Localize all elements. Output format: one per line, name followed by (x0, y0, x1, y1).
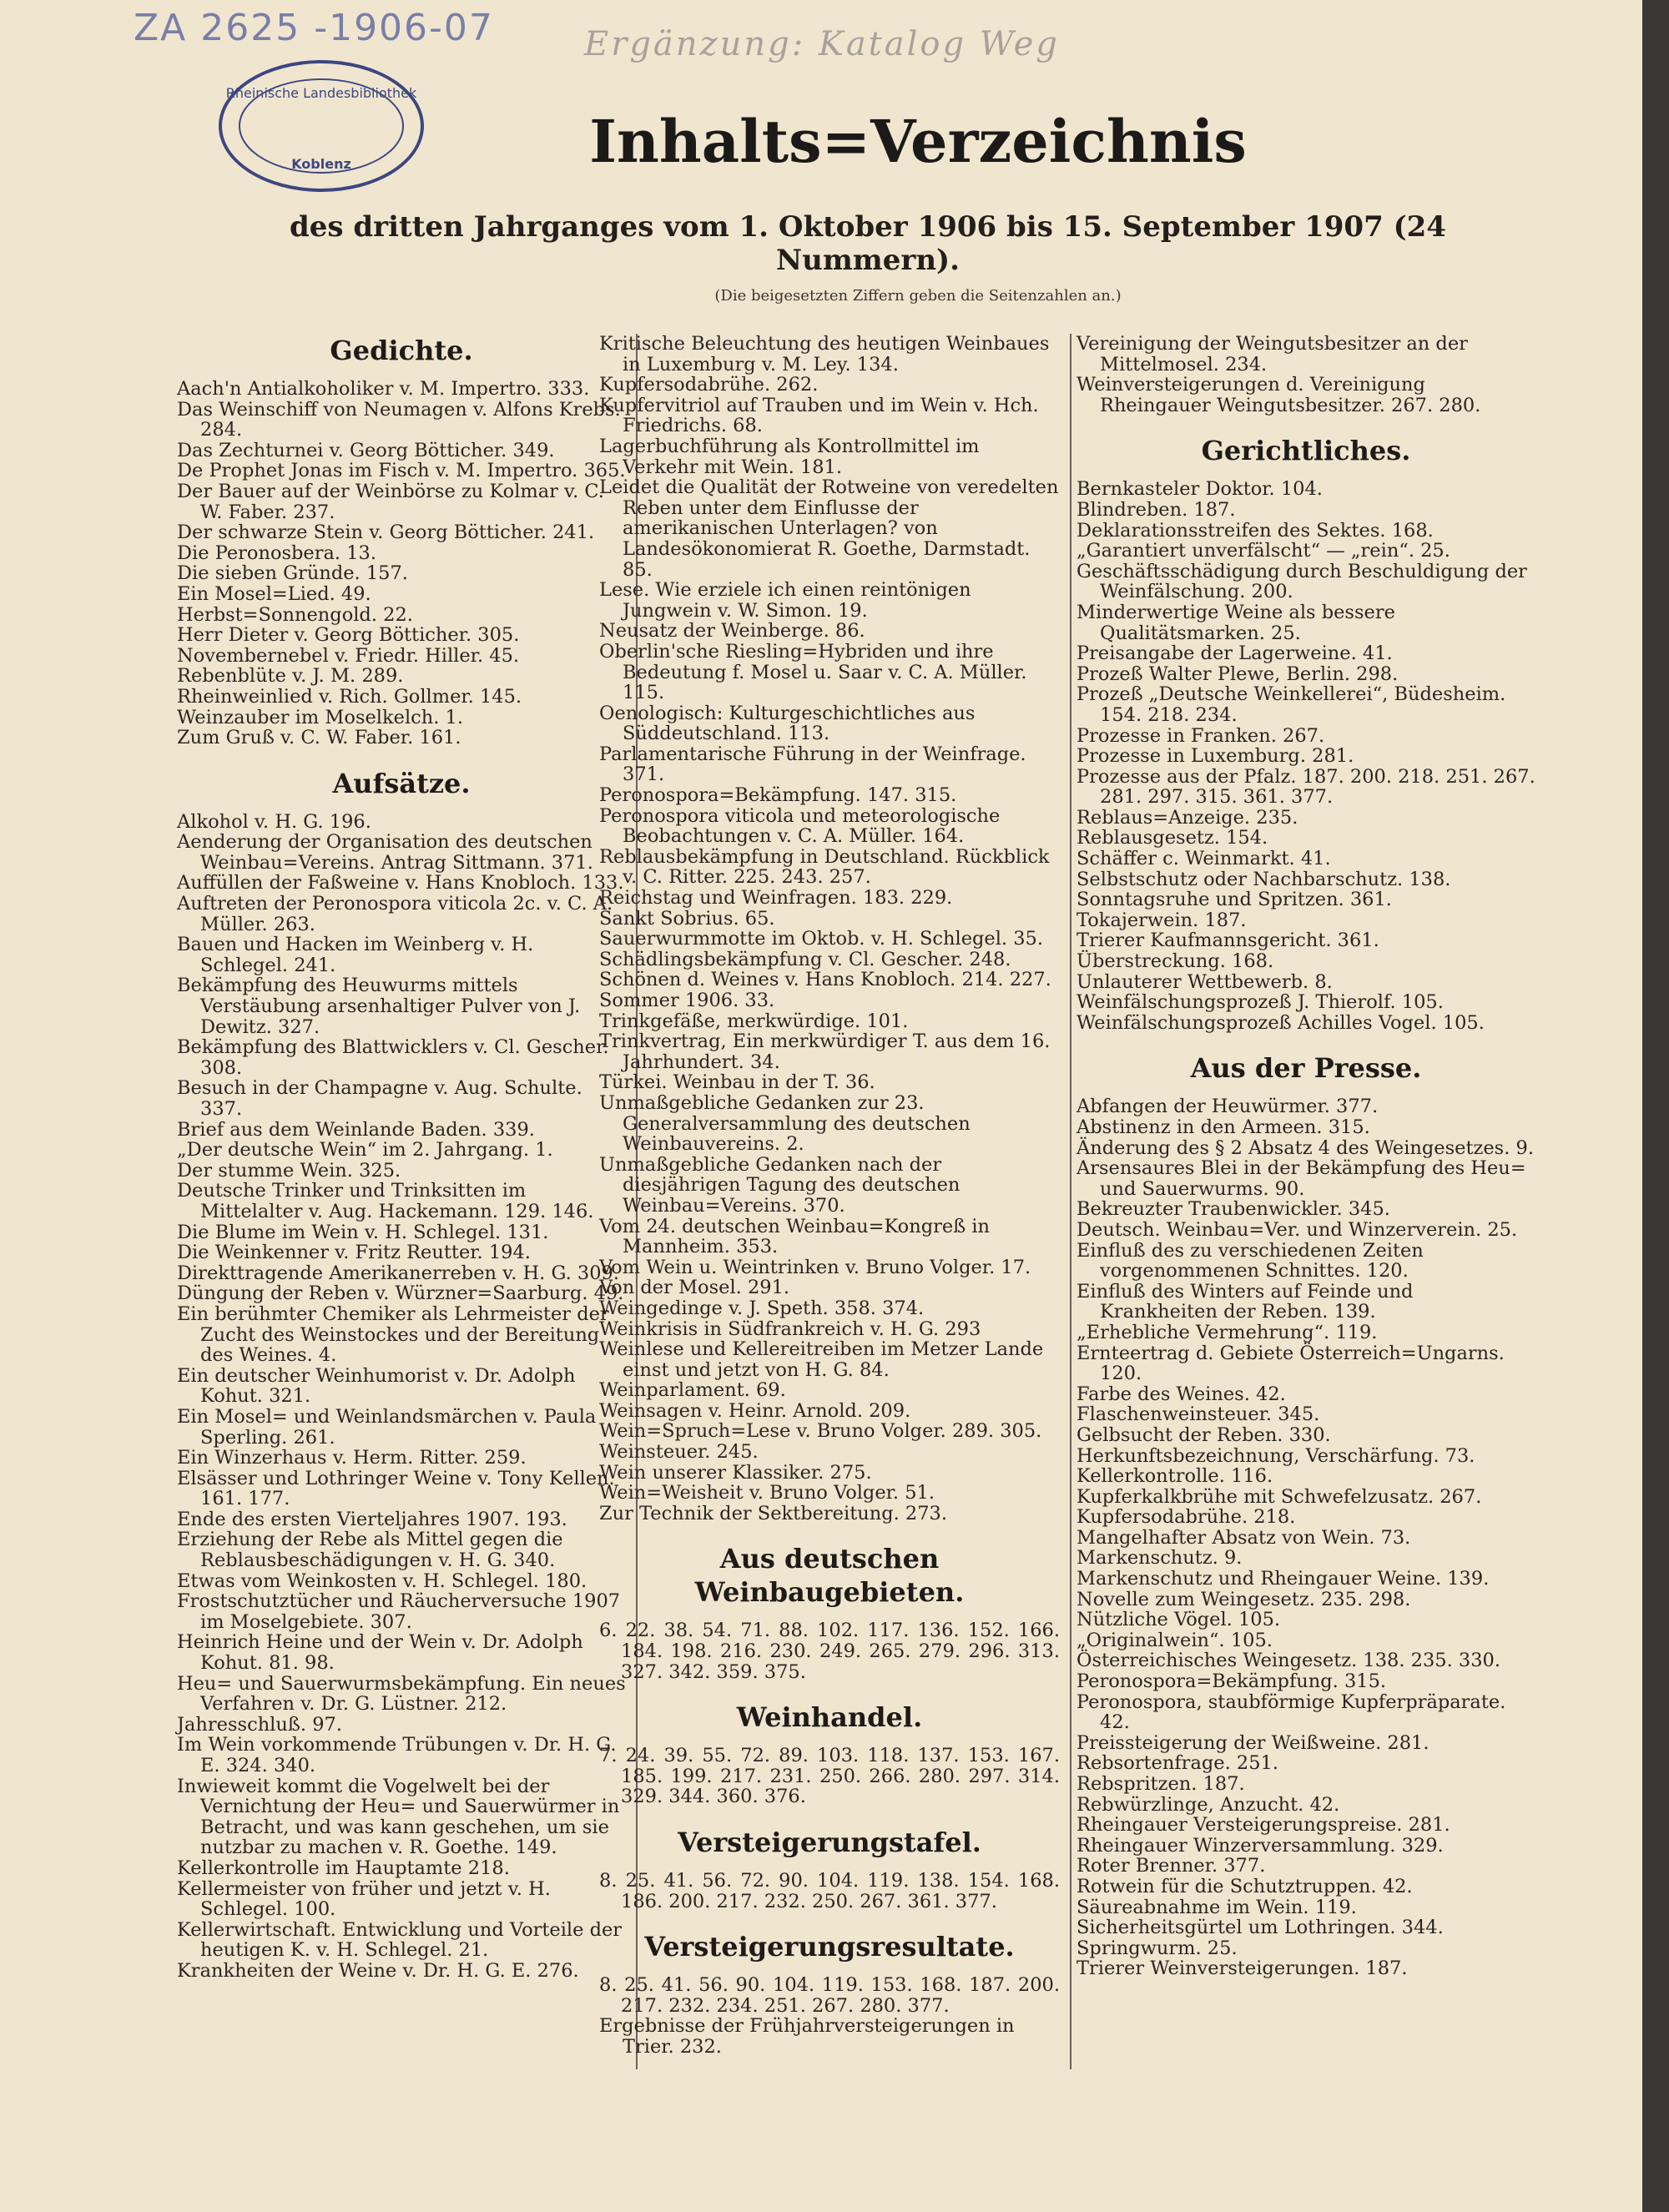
book-spine (1642, 0, 1669, 2212)
list-item: Peronospora, staubförmige Kupferpräparate. 42. (1077, 1690, 1506, 1734)
list-item: Sauerwurmmotte im Oktob. v. H. Schlegel. 35. (599, 928, 1044, 950)
column-1 (177, 334, 626, 1982)
list-item: Peronospora=Bekämpfung. 147. 315. (599, 784, 957, 807)
page-list-weinbaugebiete: 6. 22. 38. 54. 71. 88. 102. 117. 136. 152. 166. 184. 198. 216. 230. 249. 265. 279. 296. 313. 327. 342. 359. 375. (599, 1620, 1060, 1683)
list-item: Oberlin'sche Riesling=Hybriden und ihre Bedeutung f. Mosel u. Saar v. C. A. Müller. 115. (599, 640, 1027, 704)
list-item: Bernkasteler Doktor. 104. (1077, 478, 1323, 501)
list-item: Geschäftsschädigung durch Beschuldigung der Weinfälschung. 200. (1077, 560, 1527, 603)
list-item: Farbe des Weines. 42. (1077, 1383, 1286, 1405)
list-item: Kupferkalkbrühe mit Schwefelzusatz. 267. (1077, 1485, 1482, 1508)
list-item: Kellerkontrolle im Hauptamte 218. (177, 1857, 510, 1879)
list-item: Selbstschutz oder Nachbarschutz. 138. (1077, 868, 1451, 890)
list-item: Weinfälschungsprozeß J. Thierolf. 105. (1077, 991, 1444, 1014)
shelfmark: ZA 2625 -1906-07 (134, 7, 494, 49)
list-item: Bekreuzter Traubenwickler. 345. (1077, 1198, 1390, 1221)
list-item: Minderwertige Weine als bessere Qualitätsmarken. 25. (1077, 601, 1395, 644)
list-item: Jahresschluß. 97. (177, 1713, 342, 1736)
list-item: Blindreben. 187. (1077, 498, 1236, 521)
list-item: Deklarationsstreifen des Sektes. 168. (1077, 519, 1434, 542)
list-item: Reichstag und Weinfragen. 183. 229. (599, 887, 953, 909)
list-item: Reblausbekämpfung in Deutschland. Rückblick v. C. Ritter. 225. 243. 257. (599, 845, 1050, 889)
list-item: Kellerwirtschaft. Entwicklung und Vorteile der heutigen K. v. H. Schlegel. 21. (177, 1918, 623, 1962)
column-2 (599, 334, 1060, 2058)
list-item: Der Bauer auf der Weinbörse zu Kolmar v. C. W. Faber. 237. (177, 480, 604, 523)
list-item: Reblausgesetz. 154. (1077, 827, 1268, 849)
list-item: Peronospora viticola und meteorologische Beobachtungen v. C. A. Müller. 164. (599, 804, 1001, 848)
list-item: Weingedinge v. J. Speth. 358. 374. (599, 1297, 925, 1319)
list-item: Unmaßgebliche Gedanken zur 23. Generalversammlung des deutschen Weinbauvereins. 2. (599, 1091, 971, 1156)
list-item: Österreichisches Weingesetz. 138. 235. 330. (1077, 1650, 1500, 1672)
list-item: Preisangabe der Lagerweine. 41. (1077, 642, 1393, 665)
list-item: Prozesse in Luxemburg. 281. (1077, 745, 1354, 768)
list-item: Kupfersodabrühe. 262. (599, 374, 819, 396)
list-item: Rebsortenfrage. 251. (1077, 1752, 1278, 1775)
list-item: Ergebnisse der Frühjahrversteigerungen in Trier. 232. (599, 2015, 1015, 2058)
list-item: „Der deutsche Wein“ im 2. Jahrgang. 1. (177, 1139, 553, 1161)
list-item: Auftreten der Peronospora viticola 2c. v. C. A. Müller. 263. (177, 893, 613, 935)
list-item: Krankheiten der Weine v. Dr. H. G. E. 276. (177, 1959, 579, 1982)
list-item: Wein=Weisheit v. Bruno Volger. 51. (599, 1482, 935, 1504)
list-item: Das Weinschiff von Neumagen v. Alfons Krebs. 284. (177, 398, 621, 441)
list-item: Rheingauer Winzerversammlung. 329. (1077, 1834, 1444, 1857)
list-item: Prozeß Walter Plewe, Berlin. 298. (1077, 663, 1399, 685)
list-item: „Originalwein“. 105. (1077, 1629, 1273, 1651)
list-gerichtliches (1077, 479, 1535, 1033)
list-item: Leidet die Qualität der Rotweine von veredelten Reben unter dem Einflusse der amerikanischen Unterlagen? von Landesökonomierat R. Goethe, Darmstadt. 85. (599, 476, 1059, 581)
page-number-note: (Die beigesetzten Ziffern geben die Seitenzahlen an.) (714, 287, 1122, 305)
list-item: Die Peronosbera. 13. (177, 542, 377, 564)
list-item: Parlamentarische Führung in der Weinfrage. 371. (599, 743, 1026, 786)
list-item: Das Zechturnei v. Georg Bötticher. 349. (177, 439, 555, 461)
section-title-gerichtliches: Gerichtliches. (1201, 435, 1411, 467)
list-item: Kellermeister von früher und jetzt v. H. Schlegel. 100. (177, 1877, 551, 1921)
list-item: Heu= und Sauerwurmsbekämpfung. Ein neues Verfahren v. Dr. G. Lüstner. 212. (177, 1672, 626, 1716)
list-item: Bekämpfung des Heuwurms mittels Verstäubung arsenhaltiger Pulver von J. Dewitz. 327. (177, 975, 581, 1038)
list-item: Unmaßgebliche Gedanken nach der diesjährigen Tagung des deutschen Weinbau=Vereins. 370. (599, 1153, 961, 1217)
list-item: Kritische Beleuchtung des heutigen Weinbaues in Luxemburg v. M. Ley. 134. (599, 333, 1050, 375)
list-item: Vom 24. deutschen Weinbau=Kongreß in Mannheim. 353. (599, 1215, 991, 1258)
list-item: Säureabnahme im Wein. 119. (1077, 1896, 1357, 1918)
list-item: Lese. Wie erziele ich einen reintönigen Jungwein v. W. Simon. 19. (599, 579, 971, 622)
list-item: Novelle zum Weingesetz. 235. 298. (1077, 1588, 1411, 1610)
list-aufsaetze (177, 812, 626, 1982)
page-list-weinhandel: 7. 24. 39. 55. 72. 89. 103. 118. 137. 153. 167. 185. 199. 217. 231. 250. 266. 280. 297. 314. 329. 344. 360. 376. (599, 1745, 1060, 1808)
list-item: Rebwürzlinge, Anzucht. 42. (1077, 1793, 1340, 1816)
list-item: Trinkvertrag, Ein merkwürdiger T. aus dem 16. Jahrhundert. 34. (599, 1030, 1051, 1073)
list-item: Inwieweit kommt die Vogelwelt bei der Vernichtung der Heu= und Sauerwürmer in Betracht, und was kann geschehen, um sie nutzbar zu machen v. R. Goethe. 149. (177, 1775, 620, 1859)
section-title-weinhandel: Weinhandel. (736, 1701, 923, 1734)
list-item: Von der Mosel. 291. (599, 1277, 790, 1299)
list-item: Überstreckung. 168. (1077, 950, 1274, 973)
list-item: Novembernebel v. Friedr. Hiller. 45. (177, 644, 520, 667)
list-auctions (1077, 334, 1535, 416)
list-item: Weinversteigerungen d. Vereinigung Rheingauer Weingutsbesitzer. 267. 280. (1077, 374, 1481, 416)
list-item: Roter Brenner. 377. (1077, 1855, 1266, 1877)
page-list-versteigerungsresultate: 8. 25. 41. 56. 90. 104. 119. 153. 168. 187. 200. 217. 232. 234. 251. 267. 280. 377. (599, 1974, 1060, 2017)
list-item: Deutsche Trinker und Trinksitten im Mittelalter v. Aug. Hackemann. 129. 146. (177, 1180, 594, 1222)
list-item: Ein berühmter Chemiker als Lehrmeister der Zucht des Weinstockes und der Bereitung des Weines. 4. (177, 1303, 609, 1367)
list-item: Weinsagen v. Heinr. Arnold. 209. (599, 1399, 911, 1422)
list-item: Weinlese und Kellereitreiben im Metzer Lande einst und jetzt von H. G. 84. (599, 1338, 1044, 1381)
list-item: Auffüllen der Faßweine v. Hans Knobloch. 133. (177, 872, 624, 894)
list-item: Weinsteuer. 245. (599, 1441, 759, 1464)
list-item: Düngung der Reben v. Würzner=Saarburg. 49. (177, 1282, 624, 1305)
column-3 (1077, 334, 1535, 1979)
list-item: Abfangen der Heuwürmer. 377. (1077, 1096, 1379, 1118)
list-item: Alkohol v. H. G. 196. (177, 810, 371, 833)
list-item: Springwurm. 25. (1077, 1937, 1238, 1959)
section-title-weinbaugebiete: Aus deutschen Weinbaugebieten. (694, 1543, 965, 1609)
section-title-versteigerungstafel: Versteigerungstafel. (678, 1827, 981, 1858)
list-item: Markenschutz und Rheingauer Weine. 139. (1077, 1568, 1490, 1590)
list-item: Die Blume im Wein v. H. Schlegel. 131. (177, 1221, 549, 1243)
list-item: Rotwein für die Schutztruppen. 42. (1077, 1875, 1413, 1897)
stamp-text-top: Rheinische Landesbibliothek (225, 85, 417, 101)
page-subtitle: des dritten Jahrganges vom 1. Oktober 1906 bis 15. September 1907 (24 Nummern). (290, 210, 1446, 277)
list-item: Direkttragende Amerikanerreben v. H. G. 309. (177, 1262, 620, 1284)
list-item: Schäffer c. Weinmarkt. 41. (1077, 848, 1331, 870)
list-item: Schädlingsbekämpfung v. Cl. Gescher. 248. (599, 948, 1011, 970)
list-item: Ein Winzerhaus v. Herm. Ritter. 259. (177, 1447, 527, 1469)
list-item: Abstinenz in den Armeen. 315. (1077, 1116, 1370, 1138)
list-item: „Garantiert unverfälscht“ — „rein“. 25. (1077, 540, 1450, 562)
list-item: Peronospora=Bekämpfung. 315. (1077, 1670, 1387, 1693)
list-item: Rheingauer Versteigerungspreise. 281. (1077, 1814, 1450, 1837)
list-item: Neusatz der Weinberge. 86. (599, 620, 865, 642)
list-item: Rheinweinlied v. Rich. Gollmer. 145. (177, 685, 522, 708)
list-item: Frostschutztücher und Räucherversuche 1907 im Moselgebiete. 307. (177, 1590, 621, 1633)
list-item: Weinzauber im Moselkelch. 1. (177, 706, 464, 728)
list-item: Schönen d. Weines v. Hans Knobloch. 214. 227. (599, 969, 1051, 991)
list-item: Die Weinkenner v. Fritz Reutter. 194. (177, 1242, 531, 1264)
list-item: De Prophet Jonas im Fisch v. M. Impertro. 365. (177, 460, 626, 482)
list-item: Erziehung der Rebe als Mittel gegen die Reblausbeschädigungen v. H. G. 340. (177, 1529, 563, 1572)
list-item: Lagerbuchführung als Kontrollmittel im Verkehr mit Wein. 181. (599, 435, 980, 478)
list-item: Aenderung der Organisation des deutschen Weinbau=Vereins. Antrag Sittmann. 371. (177, 831, 593, 874)
list-item: Änderung des § 2 Absatz 4 des Weingesetzes. 9. (1077, 1136, 1534, 1159)
list-item: Der stumme Wein. 325. (177, 1159, 401, 1182)
list-item: Oenologisch: Kulturgeschichtliches aus Süddeutschland. 113. (599, 702, 976, 745)
list-item: Einfluß des zu verschiedenen Zeiten vorgenommenen Schnittes. 120. (1077, 1239, 1424, 1282)
list-item: Prozesse in Franken. 267. (1077, 724, 1325, 747)
section-title-gedichte: Gedichte. (330, 335, 473, 366)
list-item: Weinparlament. 69. (599, 1379, 786, 1402)
list-item: Zur Technik der Sektbereitung. 273. (599, 1502, 948, 1524)
list-item: Vereinigung der Weingutsbesitzer an der Mittelmosel. 234. (1077, 333, 1468, 375)
list-item: Arsensaures Blei in der Bekämpfung des Heu= und Sauerwurms. 90. (1077, 1157, 1526, 1200)
list-item: Preissteigerung der Weißweine. 281. (1077, 1731, 1429, 1754)
list-item: Sommer 1906. 33. (599, 990, 775, 1011)
library-stamp (219, 60, 424, 192)
list-item: Ein Mosel=Lied. 49. (177, 582, 371, 605)
list-item: Nützliche Vögel. 105. (1077, 1609, 1281, 1631)
list-item: Trierer Weinversteigerungen. 187. (1077, 1958, 1408, 1980)
column-divider (1070, 334, 1071, 2069)
list-item: Prozeß „Deutsche Weinkellerei“, Büdesheim. 154. 218. 234. (1077, 683, 1506, 726)
page-list-versteigerungstafel: 8. 25. 41. 56. 72. 90. 104. 119. 138. 154. 168. 186. 200. 217. 232. 250. 267. 361. 377. (599, 1870, 1060, 1912)
list-item: Flaschenweinsteuer. 345. (1077, 1403, 1320, 1426)
list-item: Sicherheitsgürtel um Lothringen. 344. (1077, 1917, 1444, 1939)
list-item: Wein unserer Klassiker. 275. (599, 1461, 872, 1484)
list-item: Kupfersodabrühe. 218. (1077, 1506, 1296, 1529)
list-item: Sankt Sobrius. 65. (599, 907, 775, 930)
list-item: Einfluß des Winters auf Feinde und Krankheiten der Reben. 139. (1077, 1280, 1414, 1323)
list-item: Markenschutz. 9. (1077, 1547, 1243, 1570)
list-item: Heinrich Heine und der Wein v. Dr. Adolph Kohut. 81. 98. (177, 1631, 583, 1675)
list-item: Rebspritzen. 187. (1077, 1773, 1245, 1795)
list-item: Mangelhafter Absatz von Wein. 73. (1077, 1526, 1411, 1549)
list-item: Sonntagsruhe und Spritzen. 361. (1077, 889, 1392, 911)
list-item: Elsässer und Lothringer Weine v. Tony Kellen. 161. 177. (177, 1467, 615, 1510)
list-item: Herbst=Sonnengold. 22. (177, 603, 413, 626)
stamp-text-bottom: Koblenz (291, 156, 351, 172)
list-item: Herkunftsbezeichnung, Verschärfung. 73. (1077, 1444, 1475, 1467)
list-item: Aach'n Antialkoholiker v. M. Impertro. 333. (177, 378, 590, 400)
list-item: „Erhebliche Vermehrung“. 119. (1077, 1321, 1378, 1343)
list-item: Deutsch. Weinbau=Ver. und Winzerverein. 25. (1077, 1218, 1518, 1241)
list-item: Bekämpfung des Blattwicklers v. Cl. Gescher. 308. (177, 1036, 609, 1079)
list-item: Vom Wein u. Weintrinken v. Bruno Volger. 17. (599, 1256, 1031, 1278)
list-item: Trierer Kaufmannsgericht. 361. (1077, 930, 1379, 952)
list-item: Herr Dieter v. Georg Bötticher. 305. (177, 624, 520, 647)
list-item: Etwas vom Weinkosten v. H. Schlegel. 180. (177, 1570, 587, 1592)
page-title: Inhalts=Verzeichnis (589, 107, 1247, 176)
list-gedichte (177, 379, 626, 748)
section-title-aufsaetze: Aufsätze. (332, 767, 471, 799)
list-item: Unlauterer Wettbewerb. 8. (1077, 970, 1333, 993)
list-presse (1077, 1096, 1535, 1979)
list-item: Zum Gruß v. C. W. Faber. 161. (177, 727, 461, 749)
list-item: Bauen und Hacken im Weinberg v. H. Schlegel. 241. (177, 934, 534, 976)
list-item: Tokajerwein. 187. (1077, 909, 1247, 931)
section-title-versteigerungsresultate: Versteigerungsresultate. (644, 1931, 1015, 1963)
list-item: Kellerkontrolle. 116. (1077, 1465, 1273, 1488)
list-item: Im Wein vorkommende Trübungen v. Dr. H. G. E. 324. 340. (177, 1734, 617, 1776)
section-title-presse: Aus der Presse. (1190, 1052, 1422, 1085)
list-item: Türkei. Weinbau in der T. 36. (599, 1071, 875, 1094)
list-item: Reblaus=Anzeige. 235. (1077, 806, 1298, 829)
list-item: Wein=Spruch=Lese v. Bruno Volger. 289. 305. (599, 1420, 1042, 1443)
list-item: Kupfervitriol auf Trauben und im Wein v. Hch. Friedrichs. 68. (599, 394, 1039, 437)
list-item: Trinkgefäße, merkwürdige. 101. (599, 1010, 909, 1032)
list-item: Ein Mosel= und Weinlandsmärchen v. Paula Sperling. 261. (177, 1405, 597, 1449)
handwritten-note: Ergänzung: Katalog Weg (584, 25, 1060, 63)
list-item: Ein deutscher Weinhumorist v. Dr. Adolph Kohut. 321. (177, 1364, 576, 1408)
list-item: Die sieben Gründe. 157. (177, 562, 408, 585)
list-item: Weinfälschungsprozeß Achilles Vogel. 105. (1077, 1011, 1485, 1034)
list-item: Ernteertrag d. Gebiete Österreich=Ungarns. 120. (1077, 1342, 1505, 1385)
list-item: Der schwarze Stein v. Georg Bötticher. 241. (177, 522, 595, 544)
list-item: Rebenblüte v. J. M. 289. (177, 665, 404, 688)
list-item: Ende des ersten Vierteljahres 1907. 193. (177, 1508, 567, 1530)
list-aufsaetze-continued (599, 334, 1060, 1524)
list-item: Gelbsucht der Reben. 330. (1077, 1423, 1331, 1446)
list-item: Weinkrisis in Südfrankreich v. H. G. 293 (599, 1318, 981, 1340)
list-item: Brief aus dem Weinlande Baden. 339. (177, 1118, 535, 1141)
list-item: Besuch in der Champagne v. Aug. Schulte. 337. (177, 1077, 582, 1120)
list-item: Prozesse aus der Pfalz. 187. 200. 218. 251. 267. 281. 297. 315. 361. 377. (1077, 765, 1535, 809)
